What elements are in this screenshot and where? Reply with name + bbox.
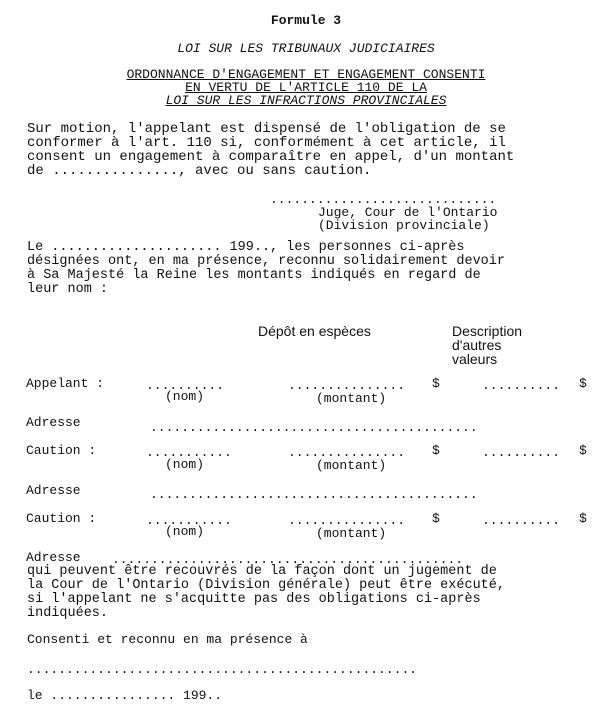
surety2-currency: $ [432, 511, 440, 526]
column-header-other-line3: valeurs [452, 351, 498, 367]
recovery-line-2: la Cour de l'Ontario (Division générale) peut être exécuté, [27, 578, 505, 593]
recovery-line-3: si l'appelant ne s'acquitte pas des obligations ci-après [27, 592, 481, 607]
recovery-line-4: indiquées. [27, 606, 109, 621]
appellant-amount-caption: (montant) [316, 391, 387, 406]
surety1-other-currency: $ [579, 443, 587, 458]
order-title-line2: EN VERTU DE L'ARTICLE 110 DE LA [185, 80, 427, 95]
column-header-other-line2: d'autres [452, 337, 502, 353]
consent-line: Consenti et reconnu en ma présence à [27, 632, 308, 647]
surety2-address-field[interactable]: ............................................. [112, 552, 464, 567]
surety1-amount-caption: (montant) [316, 458, 387, 473]
appellant-other-field[interactable]: .......... [482, 378, 561, 393]
recovery-line-1: qui peuvent être recouvrés de la façon dont un jugement de [27, 564, 497, 579]
motion-line-1: Sur motion, l'appelant est dispensé de l'obligation de se [27, 121, 506, 137]
column-header-other-line1: Description [452, 323, 523, 339]
order-title-line3: LOI SUR LES INFRACTIONS PROVINCIALES [165, 93, 447, 108]
judge-title-line2: (Division provinciale) [318, 218, 490, 233]
recognizance-line-1: Le ..................... 199.., les personnes ci-après [27, 240, 465, 255]
surety1-label: Caution : [26, 443, 97, 458]
judge-title-line1: Juge, Cour de l'Ontario [318, 205, 498, 220]
surety1-name-caption: (nom) [165, 457, 205, 472]
surety2-label: Caution : [26, 511, 97, 526]
place-field[interactable]: .................................................. [27, 662, 418, 677]
surety2-amount-caption: (montant) [316, 526, 387, 541]
appellant-address-field[interactable]: .......................................... [150, 420, 478, 435]
surety2-name-caption: (nom) [165, 524, 205, 539]
surety2-amount-field[interactable]: ............... [288, 513, 406, 528]
surety2-address-label: Adresse [26, 550, 81, 565]
date-line[interactable]: le ................ 199.. [27, 688, 223, 703]
recognizance-line-3: à Sa Majesté la Reine les montants indiqués en regard de [27, 268, 481, 283]
surety1-currency: $ [432, 443, 440, 458]
act-title: LOI SUR LES TRIBUNAUX JUDICIAIRES [177, 41, 435, 56]
motion-line-2: conformer à l'art. 110 si, conformément à cet article, il [27, 135, 506, 151]
appellant-label: Appelant : [26, 376, 105, 391]
surety2-name-field[interactable]: ........... [146, 513, 232, 528]
appellant-currency: $ [432, 376, 440, 391]
motion-line-3: consent un engagement à comparaître en appel, d'un montant [27, 149, 515, 165]
form-number: Formule 3 [270, 13, 342, 28]
surety1-address-field[interactable]: .......................................... [150, 487, 478, 502]
motion-line-4: de ..............., avec ou sans caution. [27, 163, 372, 179]
surety1-amount-field[interactable]: ............... [288, 445, 406, 460]
recognizance-line-2: désignées ont, en ma présence, reconnu solidairement devoir [27, 254, 505, 269]
order-title-line1: ORDONNANCE D'ENGAGEMENT ET ENGAGEMENT CONSENTI [126, 67, 486, 82]
surety2-other-currency: $ [579, 511, 587, 526]
appellant-amount-field[interactable]: ............... [288, 378, 406, 393]
recognizance-line-4: leur nom : [27, 282, 109, 297]
surety1-other-field[interactable]: .......... [482, 445, 561, 460]
surety2-other-field[interactable]: .......... [482, 513, 561, 528]
surety1-address-label: Adresse [26, 483, 81, 498]
appellant-name-field[interactable]: .......... [146, 378, 225, 393]
surety1-name-field[interactable]: ........... [146, 445, 232, 460]
column-header-cash: Dépôt en espèces [258, 323, 371, 339]
appellant-address-label: Adresse [26, 415, 81, 430]
appellant-name-caption: (nom) [165, 389, 205, 404]
judge-signature-line: ............................. [270, 192, 497, 207]
appellant-other-currency: $ [579, 376, 587, 391]
